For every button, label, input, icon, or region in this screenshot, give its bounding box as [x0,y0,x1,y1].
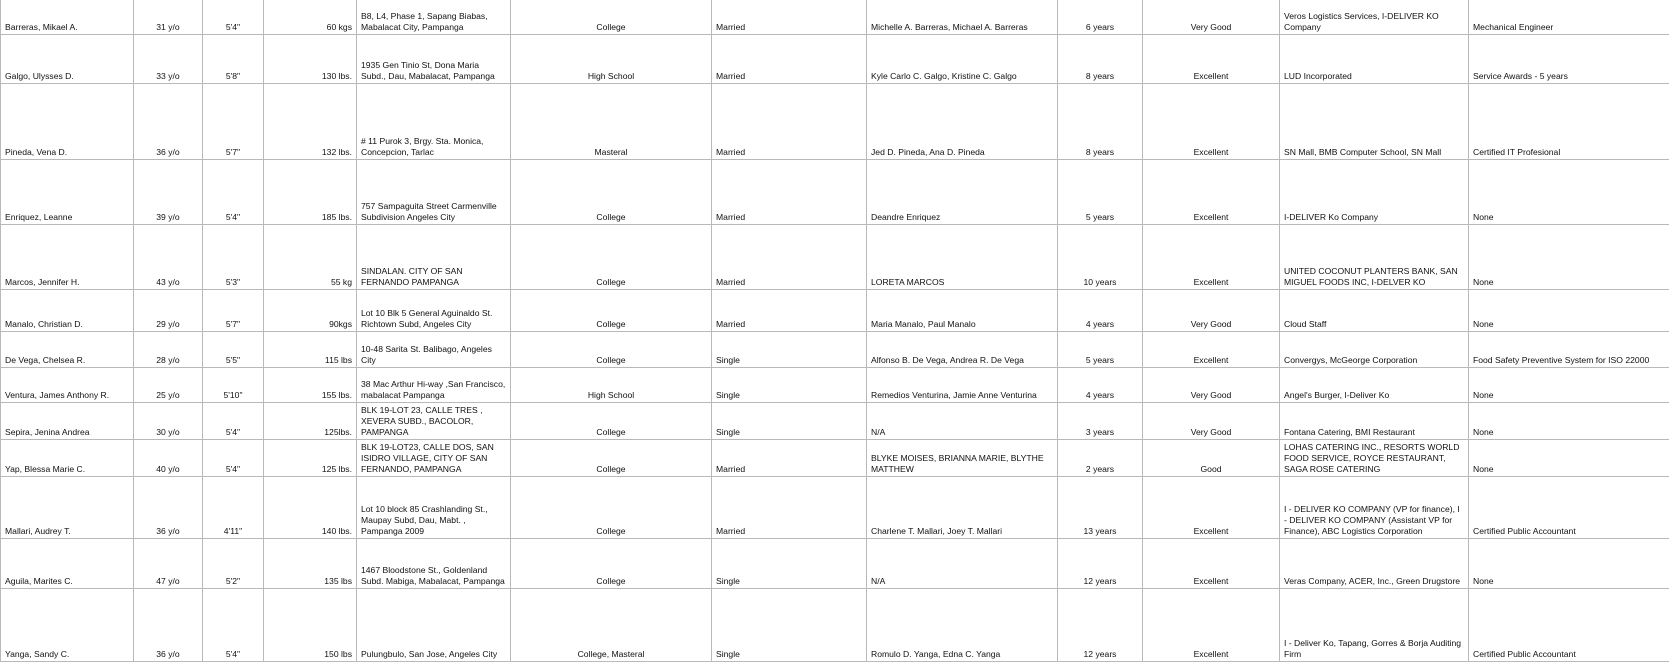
address-cell[interactable]: 1935 Gen Tinio St, Dona Maria Subd., Dau, Mabalacat, Pampanga [357,35,511,84]
address-cell[interactable]: 1467 Bloodstone St., Goldenland Subd. Mabiga, Mabalacat, Pampanga [357,539,511,589]
height-cell[interactable]: 4'11" [203,477,264,539]
table-row [1,477,1669,539]
height-cell[interactable]: 5'4" [203,403,264,440]
address-cell[interactable]: Lot 10 block 85 Crashlanding St., Maupay Subd, Dau, Mabt. , Pampanga 2009 [357,477,511,539]
weight-cell[interactable]: 135 lbs [264,539,357,589]
rating-cell[interactable]: Excellent [1143,332,1280,368]
family-members-cell[interactable]: Alfonso B. De Vega, Andrea R. De Vega [867,332,1058,368]
rating-cell[interactable]: Excellent [1143,477,1280,539]
certifications-cell[interactable]: None [1469,539,1669,589]
civil-status-cell[interactable]: Married [712,0,867,35]
table-row [1,589,1669,662]
age-cell[interactable]: 36 y/o [134,477,203,539]
education-cell[interactable]: College [511,0,712,35]
civil-status-cell[interactable]: Married [712,440,867,477]
family-members-cell[interactable]: Kyle Carlo C. Galgo, Kristine C. Galgo [867,35,1058,84]
education-cell[interactable]: High School [511,35,712,84]
weight-cell[interactable]: 60 kgs [264,0,357,35]
address-cell[interactable]: 757 Sampaguita Street Carmenville Subdivision Angeles City [357,160,511,225]
civil-status-cell[interactable]: Married [712,160,867,225]
civil-status-cell[interactable]: Single [712,403,867,440]
civil-status-cell[interactable]: Married [712,290,867,332]
rating-cell[interactable]: Very Good [1143,0,1280,35]
table-row [1,225,1669,290]
certifications-cell[interactable]: None [1469,160,1669,225]
applicant-name-cell[interactable]: De Vega, Chelsea R. [1,332,134,368]
certifications-cell[interactable]: Service Awards - 5 years [1469,35,1669,84]
education-cell[interactable]: College [511,225,712,290]
weight-cell[interactable]: 125lbs. [264,403,357,440]
table-row [1,539,1669,589]
family-members-cell[interactable]: N/A [867,539,1058,589]
applicant-name-cell[interactable]: Pineda, Vena D. [1,84,134,160]
table-row [1,290,1669,332]
table-row [1,35,1669,84]
height-cell[interactable]: 5'2" [203,539,264,589]
rating-cell[interactable]: Excellent [1143,84,1280,160]
experience-cell[interactable]: 6 years [1058,0,1143,35]
certifications-cell[interactable]: None [1469,368,1669,403]
certifications-cell[interactable]: Food Safety Preventive System for ISO 22000 [1469,332,1669,368]
family-members-cell[interactable]: Maria Manalo, Paul Manalo [867,290,1058,332]
experience-cell[interactable]: 5 years [1058,332,1143,368]
education-cell[interactable]: College, Masteral [511,589,712,662]
employers-cell[interactable]: I - Deliver Ko, Tapang, Gorres & Borja Auditing Firm [1280,589,1469,662]
height-cell[interactable]: 5'3" [203,225,264,290]
applicant-name-cell[interactable]: Marcos, Jennifer H. [1,225,134,290]
address-cell[interactable]: BLK 19-LOT 23, CALLE TRES , XEVERA SUBD., BACOLOR, PAMPANGA [357,403,511,440]
age-cell[interactable]: 29 y/o [134,290,203,332]
civil-status-cell[interactable]: Single [712,589,867,662]
weight-cell[interactable]: 115 lbs [264,332,357,368]
family-members-cell[interactable]: Romulo D. Yanga, Edna C. Yanga [867,589,1058,662]
age-cell[interactable]: 28 y/o [134,332,203,368]
height-cell[interactable]: 5'7" [203,84,264,160]
civil-status-cell[interactable]: Married [712,35,867,84]
age-cell[interactable]: 43 y/o [134,225,203,290]
certifications-cell[interactable]: Mechanical Engineer [1469,0,1669,35]
rating-cell[interactable]: Excellent [1143,589,1280,662]
height-cell[interactable]: 5'10" [203,368,264,403]
education-cell[interactable]: College [511,290,712,332]
table-row [1,332,1669,368]
certifications-cell[interactable]: None [1469,290,1669,332]
family-members-cell[interactable]: Deandre Enriquez [867,160,1058,225]
table-row [1,440,1669,477]
family-members-cell[interactable]: N/A [867,403,1058,440]
rating-cell[interactable]: Very Good [1143,368,1280,403]
experience-cell[interactable]: 3 years [1058,403,1143,440]
civil-status-cell[interactable]: Married [712,477,867,539]
height-cell[interactable]: 5'5" [203,332,264,368]
address-cell[interactable]: BLK 19-LOT23, CALLE DOS, SAN ISIDRO VILLAGE, CITY OF SAN FERNANDO, PAMPANGA [357,440,511,477]
education-cell[interactable]: College [511,160,712,225]
address-cell[interactable]: # 11 Purok 3, Brgy. Sta. Monica, Concepcion, Tarlac [357,84,511,160]
weight-cell[interactable]: 140 lbs. [264,477,357,539]
experience-cell[interactable]: 12 years [1058,539,1143,589]
address-cell[interactable]: 10-48 Sarita St. Balibago, Angeles City [357,332,511,368]
civil-status-cell[interactable]: Married [712,225,867,290]
applicant-name-cell[interactable]: Aguila, Marites C. [1,539,134,589]
applicant-name-cell[interactable]: Ventura, James Anthony R. [1,368,134,403]
certifications-cell[interactable]: Certified Public Accountant [1469,477,1669,539]
weight-cell[interactable]: 125 lbs. [264,440,357,477]
address-cell[interactable]: SINDALAN. CITY OF SAN FERNANDO PAMPANGA [357,225,511,290]
weight-cell[interactable]: 155 lbs. [264,368,357,403]
address-cell[interactable]: B8, L4, Phase 1, Sapang Biabas, Mabalacat City, Pampanga [357,0,511,35]
height-cell[interactable]: 5'4" [203,0,264,35]
employers-cell[interactable]: Angel's Burger, I-Deliver Ko [1280,368,1469,403]
certifications-cell[interactable]: None [1469,403,1669,440]
rating-cell[interactable]: Excellent [1143,160,1280,225]
experience-cell[interactable]: 2 years [1058,440,1143,477]
education-cell[interactable]: College [511,477,712,539]
employers-cell[interactable]: Fontana Catering, BMI Restaurant [1280,403,1469,440]
applicant-name-cell[interactable]: Yap, Blessa Marie C. [1,440,134,477]
certifications-cell[interactable]: Certified IT Profesional [1469,84,1669,160]
table-row [1,368,1669,403]
education-cell[interactable]: High School [511,368,712,403]
height-cell[interactable]: 5'4" [203,440,264,477]
age-cell[interactable]: 33 y/o [134,35,203,84]
employers-cell[interactable]: Convergys, McGeorge Corporation [1280,332,1469,368]
employers-cell[interactable]: LUD Incorporated [1280,35,1469,84]
weight-cell[interactable]: 150 lbs [264,589,357,662]
civil-status-cell[interactable]: Single [712,539,867,589]
rating-cell[interactable]: Excellent [1143,225,1280,290]
employers-cell[interactable]: Veros Logistics Services, I-DELIVER KO Company [1280,0,1469,35]
civil-status-cell[interactable]: Single [712,332,867,368]
rating-cell[interactable]: Good [1143,440,1280,477]
employers-cell[interactable]: Veras Company, ACER, Inc., Green Drugstore [1280,539,1469,589]
rating-cell[interactable]: Excellent [1143,539,1280,589]
applicant-name-cell[interactable]: Manalo, Christian D. [1,290,134,332]
experience-cell[interactable]: 10 years [1058,225,1143,290]
applicant-name-cell[interactable]: Galgo, Ulysses D. [1,35,134,84]
civil-status-cell[interactable]: Married [712,84,867,160]
employers-cell[interactable]: UNITED COCONUT PLANTERS BANK, SAN MIGUEL FOODS INC, I-DELVER KO [1280,225,1469,290]
experience-cell[interactable]: 4 years [1058,290,1143,332]
table-row [1,403,1669,440]
age-cell[interactable]: 39 y/o [134,160,203,225]
family-members-cell[interactable]: LORETA MARCOS [867,225,1058,290]
address-cell[interactable]: 38 Mac Arthur Hi-way ,San Francisco, mabalacat Pampanga [357,368,511,403]
height-cell[interactable]: 5'8" [203,35,264,84]
employers-cell[interactable]: I - DELIVER KO COMPANY (VP for finance), I - DELIVER KO COMPANY (Assistant VP for Finance), ABC Logistics Corporation [1280,477,1469,539]
age-cell[interactable]: 36 y/o [134,589,203,662]
table-row [1,84,1669,160]
height-cell[interactable]: 5'7" [203,290,264,332]
civil-status-cell[interactable]: Single [712,368,867,403]
table-row [1,160,1669,225]
weight-cell[interactable]: 185 lbs. [264,160,357,225]
applicant-name-cell[interactable]: Barreras, Mikael A. [1,0,134,35]
family-members-cell[interactable]: Charlene T. Mallari, Joey T. Mallari [867,477,1058,539]
education-cell[interactable]: Masteral [511,84,712,160]
age-cell[interactable]: 25 y/o [134,368,203,403]
certifications-cell[interactable]: None [1469,225,1669,290]
education-cell[interactable]: College [511,403,712,440]
weight-cell[interactable]: 55 kg [264,225,357,290]
family-members-cell[interactable]: BLYKE MOISES, BRIANNA MARIE, BLYTHE MATTHEW [867,440,1058,477]
experience-cell[interactable]: 8 years [1058,35,1143,84]
weight-cell[interactable]: 90kgs [264,290,357,332]
age-cell[interactable]: 36 y/o [134,84,203,160]
certifications-cell[interactable]: None [1469,440,1669,477]
age-cell[interactable]: 47 y/o [134,539,203,589]
age-cell[interactable]: 30 y/o [134,403,203,440]
experience-cell[interactable]: 8 years [1058,84,1143,160]
applicant-name-cell[interactable]: Enriquez, Leanne [1,160,134,225]
family-members-cell[interactable]: Remedios Venturina, Jamie Anne Venturina [867,368,1058,403]
certifications-cell[interactable]: Certified Public Accountant [1469,589,1669,662]
age-cell[interactable]: 40 y/o [134,440,203,477]
weight-cell[interactable]: 132 lbs. [264,84,357,160]
height-cell[interactable]: 5'4" [203,160,264,225]
education-cell[interactable]: College [511,332,712,368]
employers-cell[interactable]: SN Mall, BMB Computer School, SN Mall [1280,84,1469,160]
height-cell[interactable]: 5'4" [203,589,264,662]
applicant-name-cell[interactable]: Yanga, Sandy C. [1,589,134,662]
family-members-cell[interactable]: Michelle A. Barreras, Michael A. Barreras [867,0,1058,35]
address-cell[interactable]: Lot 10 Blk 5 General Aguinaldo St. Richtown Subd, Angeles City [357,290,511,332]
applicant-name-cell[interactable]: Mallari, Audrey T. [1,477,134,539]
education-cell[interactable]: College [511,539,712,589]
experience-cell[interactable]: 13 years [1058,477,1143,539]
employers-cell[interactable]: Cloud Staff [1280,290,1469,332]
employers-cell[interactable]: I-DELIVER Ko Company [1280,160,1469,225]
experience-cell[interactable]: 12 years [1058,589,1143,662]
age-cell[interactable]: 31 y/o [134,0,203,35]
rating-cell[interactable]: Excellent [1143,35,1280,84]
experience-cell[interactable]: 4 years [1058,368,1143,403]
address-cell[interactable]: Pulungbulo, San Jose, Angeles City [357,589,511,662]
family-members-cell[interactable]: Jed D. Pineda, Ana D. Pineda [867,84,1058,160]
rating-cell[interactable]: Very Good [1143,403,1280,440]
rating-cell[interactable]: Very Good [1143,290,1280,332]
education-cell[interactable]: College [511,440,712,477]
weight-cell[interactable]: 130 lbs. [264,35,357,84]
employers-cell[interactable]: LOHAS CATERING INC., RESORTS WORLD FOOD SERVICE, ROYCE RESTAURANT, SAGA ROSE CATERING [1280,440,1469,477]
applicant-name-cell[interactable]: Sepira, Jenina Andrea [1,403,134,440]
table-row [1,0,1669,35]
experience-cell[interactable]: 5 years [1058,160,1143,225]
